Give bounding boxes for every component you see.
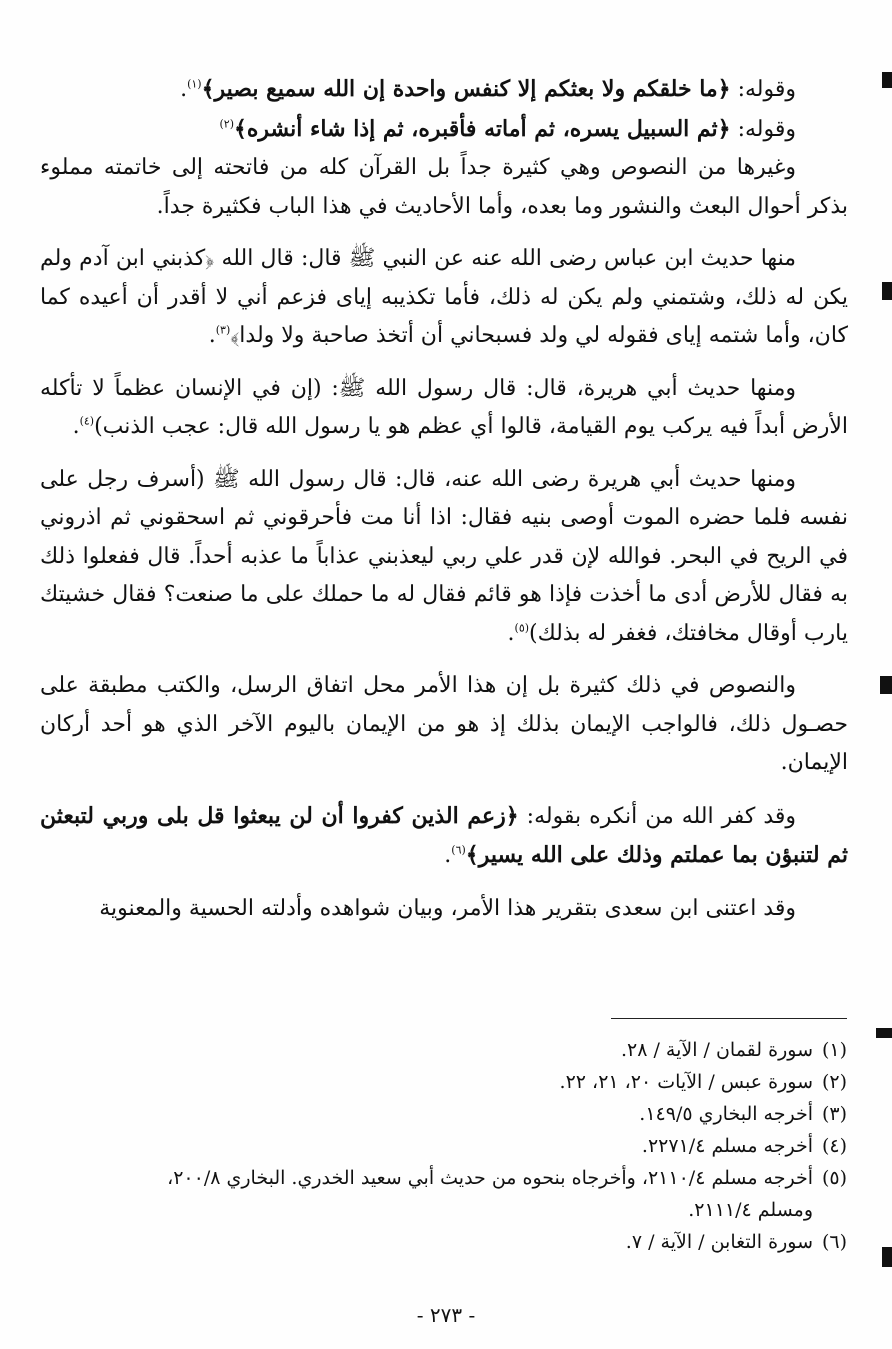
footnote-4: (٤)أخرجه مسلم ٢٢٧١/٤. <box>641 1135 847 1157</box>
footnote-ref-3[interactable]: (٣) <box>215 323 231 337</box>
page-number: - ٢٧٣ - <box>416 1303 476 1327</box>
verse-quote-abasa: وقوله: ﴿ثم السبيل يسره، ثم أماته فأقبره، ثم إذا شاء أنشره﴾ <box>233 115 796 142</box>
footnotes <box>41 1034 847 1258</box>
footnote-5: (٥)أخرجه مسلم ٢١١٠/٤، وأخرجاه بنحوه من حديث أبي سعيد الخدري. البخاري ٢٠٠/٨، ومسلم ٢١١١/٤. <box>167 1167 847 1221</box>
footnote-ref-6[interactable]: (٦) <box>451 843 466 857</box>
footnote-ref-2[interactable]: (٢) <box>219 117 234 131</box>
edge-mark <box>880 676 892 694</box>
paragraph-6: ومنها حديث أبي هريرة رضى الله عنه، قال: قال رسول الله ﷺ (أسرف رجل على نفسه فلما حضره الموت أوصى بنيه فقال: اذا أنا مت فأحرقوني ثم اسحقوني ثم اذروني في الريح في البحر. فوالله لإن قدر علي ربي ليعذبني عذاباً ما عذبه أحداً. قال ففعلوا ذلك به فقال للأرض أدى ما أخذت فإذا هو قائم فقال له ما حملك على ما صنعت؟ فقال خشيتك يارب أوقال مخافتك، فغفر له بذلك)$^{(٥)}$. <box>40 466 848 646</box>
footnote-separator <box>611 1018 847 1019</box>
paragraph-2 <box>40 110 848 150</box>
edge-mark <box>882 1247 892 1267</box>
paragraph-5: ومنها حديث أبي هريرة، قال: قال رسول الله ﷺ: (إن في الإنسان عظماً لا تأكله الأرض أبداً فيه يركب يوم القيامة، قالوا أي عظم هو يا رسول الله قال: عجب الذنب)$^{(٤)}$. <box>40 375 848 439</box>
footnote-6: (٦)سورة التغابن / الآية / ٧. <box>625 1231 847 1253</box>
verse-quote-taghabun: ﴿زعم الذين كفروا أن لن يبعثوا قل بلى وربي لتبعثن ثم لتنبؤن بما عملتم وذلك على الله يسير﴾ <box>40 802 848 868</box>
footnote-3: (٣)أخرجه البخاري ١٤٩/٥. <box>639 1103 847 1125</box>
page-body <box>40 70 848 942</box>
paragraph-1: وقوله: ﴿ما خلقكم ولا بعثكم إلا كنفس واحدة إن الله سميع بصير﴾$^{(١)}$. <box>180 76 796 102</box>
footnote-ref-1[interactable]: (١) <box>187 77 202 91</box>
paragraph-4: منها حديث ابن عباس رضى الله عنه عن النبي ﷺ قال: قال الله ﴿كذبني ابن آدم ولم يكن له ذلك، وشتمني ولم يكن له ذلك، فأما تكذيبه إياى فزعم أني لا أقدر أن أعيده كما كان، وأما شتمه إياى فقوله لي ولد فسبحاني أن أتخذ صاحبة ولا ولدا﴾$^{(٣)}$. <box>40 246 848 348</box>
footnote-ref-4[interactable]: (٤) <box>79 414 95 428</box>
edge-mark <box>876 1028 892 1038</box>
footnote-2: (٢)سورة عبس / الآيات ٢٠، ٢١، ٢٢. <box>559 1071 847 1093</box>
verse-quote-luqman: وقوله: ﴿ما خلقكم ولا بعثكم إلا كنفس واحدة إن الله سميع بصير﴾ <box>201 76 796 102</box>
paragraph-3: وغيرها من النصوص وهي كثيرة جداً بل القرآن كله من فاتحته إلى خاتمته مملوء بذكر أحوال البعث والنشور وما بعده، وأما الأحاديث في هذا الباب فكثيرة جداً. <box>40 155 848 219</box>
edge-mark <box>882 282 892 300</box>
paragraph-8: وقد كفر الله من أنكره بقوله: ﴿زعم الذين كفروا أن لن يبعثوا قل بلى وربي لتبعثن ثم لتنبؤن بما عملتم وذلك على الله يسير﴾$^{(٦)}$. <box>40 802 848 868</box>
edge-mark <box>882 72 892 88</box>
footnote-ref-5[interactable]: (٥) <box>514 621 530 635</box>
paragraph-9: وقد اعتنى ابن سعدى بتقرير هذا الأمر، وبيان شواهده وأدلته الحسية والمعنوية <box>99 895 796 921</box>
footnote-1: (١)سورة لقمان / الآية / ٢٨. <box>620 1039 847 1061</box>
paragraph-7: والنصوص في ذلك كثيرة بل إن هذا الأمر محل اتفاق الرسل، والكتب مطبقة على حصـول ذلك، فالواجب الإيمان بذلك إذ هو من الإيمان باليوم الآخر الذي هو أحد أركان الإيمان. <box>40 673 848 775</box>
